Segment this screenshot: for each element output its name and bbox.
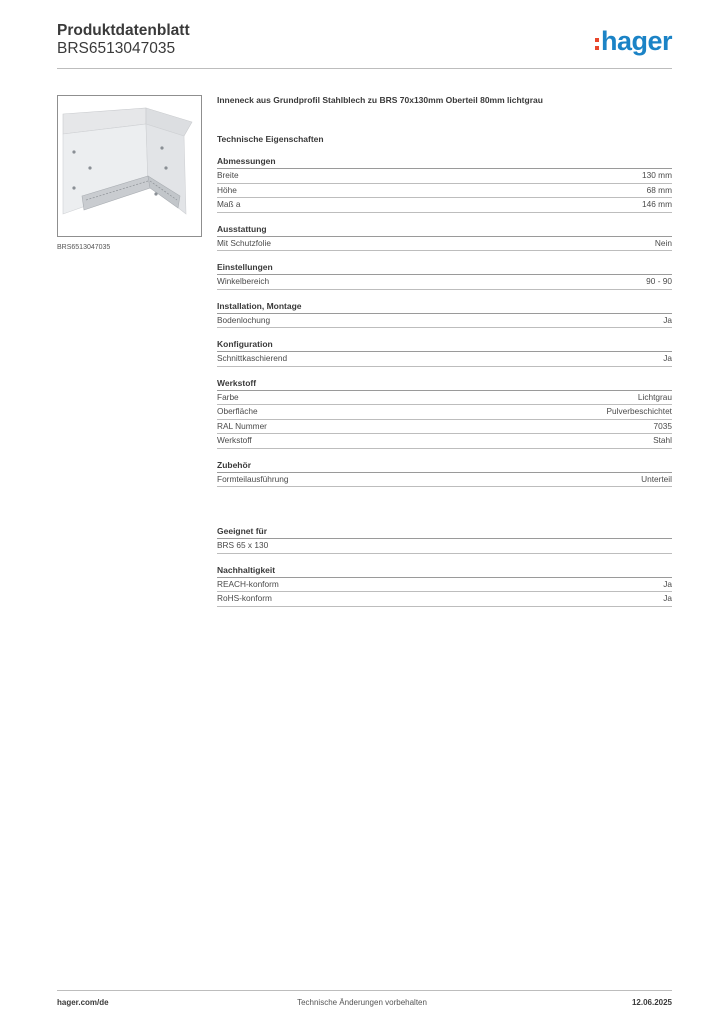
spec-row bbox=[217, 237, 672, 252]
spec-value: Ja bbox=[663, 578, 672, 589]
footer-date: 12.06.2025 bbox=[631, 998, 672, 1007]
technical-properties-heading: Technische Eigenschaften bbox=[217, 134, 324, 144]
spec-value: 7035 bbox=[653, 420, 672, 431]
spec-section-installation bbox=[217, 301, 672, 329]
hager-logo bbox=[595, 26, 672, 57]
spec-section-dimensions bbox=[217, 156, 672, 213]
section-title: Nachhaltigkeit bbox=[217, 565, 672, 578]
product-image bbox=[57, 95, 202, 237]
spec-value: 130 mm bbox=[642, 170, 672, 180]
logo-text: hager bbox=[600, 26, 672, 56]
spec-value: Nein bbox=[654, 237, 672, 248]
spec-label: Mit Schutzfolie bbox=[217, 237, 271, 248]
inner-corner-illustration bbox=[58, 96, 201, 236]
suitable-for-section bbox=[217, 526, 672, 554]
spec-label: RAL Nummer bbox=[217, 420, 267, 431]
spec-row bbox=[217, 420, 672, 435]
section-gap bbox=[217, 498, 672, 526]
spec-section-settings bbox=[217, 262, 672, 290]
product-code: BRS6513047035 bbox=[57, 40, 176, 57]
spec-row bbox=[217, 391, 672, 406]
spec-row bbox=[217, 578, 672, 593]
spec-value: 90 - 90 bbox=[646, 276, 672, 286]
spec-section-material bbox=[217, 378, 672, 449]
spec-value: Stahl bbox=[653, 435, 672, 445]
section-title: Installation, Montage bbox=[217, 301, 672, 314]
spec-label: Schnittkaschierend bbox=[217, 353, 288, 363]
spec-section-accessories bbox=[217, 460, 672, 488]
footer-divider bbox=[57, 990, 672, 991]
section-title: Werkstoff bbox=[217, 378, 672, 391]
sustainability-section bbox=[217, 565, 672, 607]
spec-value: Unterteil bbox=[641, 473, 672, 484]
spec-value: Ja bbox=[663, 353, 672, 363]
header-divider bbox=[57, 68, 672, 69]
section-title: Geeignet für bbox=[217, 526, 672, 539]
spec-label: RoHS-konform bbox=[217, 593, 272, 603]
spec-value: Ja bbox=[663, 593, 672, 603]
spec-label: Winkelbereich bbox=[217, 276, 270, 286]
spec-value: 68 mm bbox=[646, 184, 672, 195]
spec-row bbox=[217, 169, 672, 184]
spec-label: BRS 65 x 130 bbox=[217, 540, 269, 550]
spec-row bbox=[217, 592, 672, 607]
spec-label: Farbe bbox=[217, 391, 239, 402]
spec-value: Lichtgrau bbox=[637, 391, 672, 402]
footer-disclaimer: Technische Änderungen vorbehalten bbox=[297, 998, 427, 1007]
section-title: Ausstattung bbox=[217, 224, 672, 237]
spec-label: Formteilausführung bbox=[217, 473, 289, 484]
spec-row bbox=[217, 184, 672, 199]
footer-website-link[interactable]: hager.com/de bbox=[57, 998, 109, 1007]
spec-label: Höhe bbox=[217, 184, 237, 195]
specification-content bbox=[217, 95, 672, 618]
spec-label: Bodenlochung bbox=[217, 314, 271, 325]
spec-row bbox=[217, 352, 672, 367]
spec-row bbox=[217, 434, 672, 449]
section-title: Konfiguration bbox=[217, 339, 672, 352]
section-title: Abmessungen bbox=[217, 156, 672, 169]
spec-value: Ja bbox=[663, 314, 672, 325]
spec-value: Pulverbeschichtet bbox=[606, 406, 672, 416]
image-caption: BRS6513047035 bbox=[57, 244, 111, 251]
spec-label: Werkstoff bbox=[217, 435, 252, 445]
page-title: Produktdatenblatt bbox=[57, 22, 190, 39]
spec-label: Breite bbox=[217, 170, 239, 180]
spec-value: 146 mm bbox=[642, 199, 672, 209]
spec-row bbox=[217, 314, 672, 329]
spec-label: Oberfläche bbox=[217, 406, 258, 416]
section-title: Zubehör bbox=[217, 460, 672, 473]
spec-row bbox=[217, 275, 672, 290]
spec-row bbox=[217, 473, 672, 488]
section-title: Einstellungen bbox=[217, 262, 672, 275]
spec-label: REACH-konform bbox=[217, 578, 279, 589]
spec-section-equipment bbox=[217, 224, 672, 252]
spec-label: Maß a bbox=[217, 199, 241, 209]
spec-row bbox=[217, 539, 672, 554]
product-description: Inneneck aus Grundprofil Stahlblech zu BRS 70x130mm Oberteil 80mm lichtgrau bbox=[217, 95, 543, 105]
spec-row bbox=[217, 405, 672, 420]
spec-section-configuration bbox=[217, 339, 672, 367]
spec-row bbox=[217, 198, 672, 213]
logo-dots-icon bbox=[595, 36, 599, 52]
